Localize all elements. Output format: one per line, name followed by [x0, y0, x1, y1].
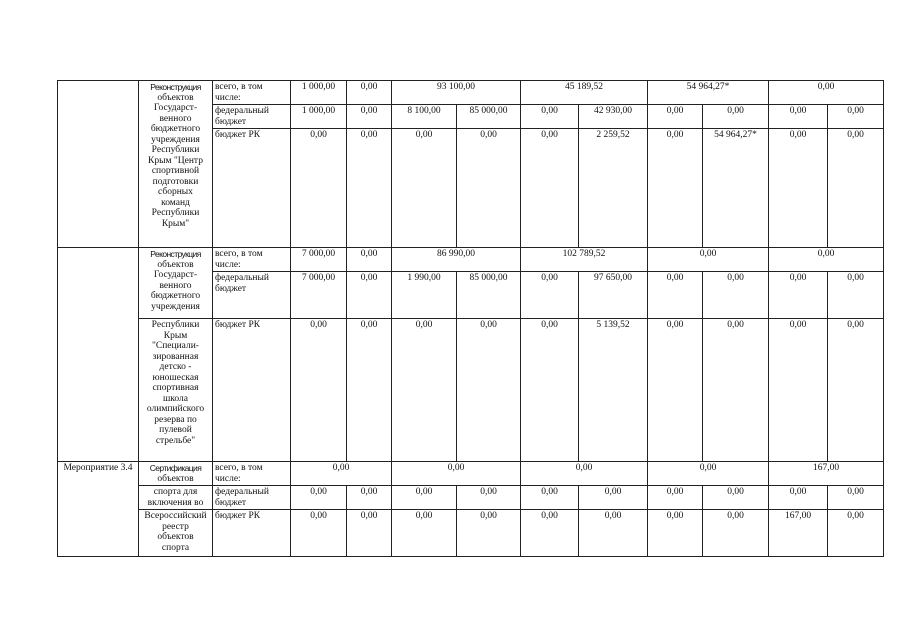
value-cell: 0,00	[769, 272, 828, 319]
object-line: школа	[162, 393, 189, 404]
value-cell: 5 139,52	[579, 319, 648, 462]
value-cell: 0,00	[521, 462, 648, 486]
value-cell: 0,00	[648, 129, 703, 248]
value-cell: 0,00	[579, 486, 648, 510]
value-cell: 0,00	[347, 129, 392, 248]
value-cell: 0,00	[828, 486, 884, 510]
object-line: Государст-	[153, 270, 198, 280]
value-cell: 0,00	[347, 272, 392, 319]
value-cell: 85 000,00	[457, 272, 521, 319]
object-head: Сертификация	[149, 463, 202, 473]
value-cell: 93 100,00	[392, 81, 521, 105]
object-line: Всероссийский	[144, 511, 207, 521]
source-regional-label: бюджет РК	[213, 129, 291, 248]
value-cell: 0,00	[457, 486, 521, 510]
value-cell: 0,00	[648, 248, 769, 272]
table-row	[58, 510, 884, 557]
value-cell: 1 000,00	[291, 81, 347, 105]
value-cell: 0,00	[648, 510, 703, 557]
value-cell: 0,00	[703, 105, 769, 129]
object-line: Государст-	[153, 103, 198, 113]
value-cell: 0,00	[648, 486, 703, 510]
source-federal-label: федеральный бюджет	[213, 486, 291, 510]
object-name-cell	[139, 486, 213, 510]
value-cell: 0,00	[828, 510, 884, 557]
value-cell: 0,00	[392, 510, 457, 557]
value-cell: 102 789,52	[521, 248, 648, 272]
value-cell: 167,00	[769, 510, 828, 557]
source-federal-label: федеральный бюджет	[213, 272, 291, 319]
object-name-cell	[139, 81, 213, 248]
value-cell: 0,00	[347, 486, 392, 510]
object-line: объектов	[157, 473, 194, 484]
value-cell: 0,00	[703, 510, 769, 557]
value-cell: 0,00	[457, 129, 521, 248]
value-cell: 0,00	[648, 319, 703, 462]
value-cell: 54 964,27*	[703, 129, 769, 248]
value-cell: 7 000,00	[291, 272, 347, 319]
object-name-cell	[139, 462, 213, 486]
object-line: зированная	[152, 351, 199, 362]
table-row	[58, 462, 884, 486]
value-cell: 0,00	[457, 510, 521, 557]
object-line: спортивной	[151, 166, 200, 176]
object-name-cell	[139, 319, 213, 462]
value-cell: 86 990,00	[392, 248, 521, 272]
value-cell: 0,00	[828, 105, 884, 129]
object-head: Реконструкция	[150, 249, 201, 259]
value-cell: 0,00	[828, 319, 884, 462]
value-cell: 0,00	[769, 81, 884, 105]
object-line: Крым "Центр	[148, 155, 203, 166]
value-cell: 0,00	[703, 272, 769, 319]
value-cell: 0,00	[769, 129, 828, 248]
table-row	[58, 319, 884, 462]
value-cell: 2 259,52	[579, 129, 648, 248]
object-line: юношеская	[152, 372, 199, 383]
value-cell: 0,00	[828, 129, 884, 248]
value-cell: 0,00	[648, 462, 769, 486]
object-line: учреждения	[151, 134, 200, 145]
value-cell: 0,00	[291, 129, 347, 248]
value-cell: 0,00	[347, 105, 392, 129]
activity-cell	[58, 81, 139, 248]
value-cell: 45 189,52	[521, 81, 648, 105]
object-line: объектов	[157, 532, 194, 542]
activity-cell	[58, 248, 139, 462]
value-cell: 42 930,00	[579, 105, 648, 129]
value-cell: 0,00	[347, 319, 392, 462]
value-cell: 0,00	[291, 510, 347, 557]
value-cell: 0,00	[769, 248, 884, 272]
object-line: венного	[159, 113, 192, 124]
value-cell: 0,00	[703, 319, 769, 462]
value-cell: 0,00	[648, 105, 703, 129]
value-cell: 0,00	[521, 486, 579, 510]
object-line: венного	[159, 280, 192, 291]
value-cell: 0,00	[579, 510, 648, 557]
object-line: резерва по	[154, 414, 197, 425]
object-line: Республики	[151, 145, 200, 155]
object-line: спорта для	[153, 487, 198, 497]
object-line: объектов	[157, 259, 194, 270]
value-cell: 0,00	[769, 486, 828, 510]
object-line: сборных	[158, 187, 193, 197]
object-line: Крым"	[161, 218, 190, 229]
budget-table	[57, 80, 884, 557]
object-line: спортивная	[152, 383, 199, 393]
activity-cell: Мероприятие 3.4	[58, 462, 139, 557]
value-cell: 0,00	[392, 462, 521, 486]
object-line: бюджетного	[150, 291, 201, 301]
object-line: бюджетного	[150, 124, 201, 134]
object-line: объектов	[157, 92, 194, 103]
object-line: реестр	[162, 521, 189, 532]
object-line: детско -	[159, 362, 192, 372]
source-federal-label: федеральный бюджет	[213, 105, 291, 129]
object-line: Крым	[163, 330, 188, 341]
value-cell: 0,00	[769, 319, 828, 462]
value-cell: 0,00	[347, 81, 392, 105]
value-cell: 0,00	[291, 319, 347, 462]
value-cell: 0,00	[521, 510, 579, 557]
value-cell: 7 000,00	[291, 248, 347, 272]
value-cell: 97 650,00	[579, 272, 648, 319]
table-row	[58, 248, 884, 272]
value-cell: 0,00	[347, 248, 392, 272]
table-row	[58, 81, 884, 105]
source-total-label: всего, в том числе:	[213, 248, 291, 272]
value-cell: 1 000,00	[291, 105, 347, 129]
value-cell: 8 100,00	[392, 105, 457, 129]
value-cell: 0,00	[521, 129, 579, 248]
value-cell: 1 990,00	[392, 272, 457, 319]
source-regional-label: бюджет РК	[213, 510, 291, 557]
object-name-cell	[139, 510, 213, 557]
object-line: учреждения	[151, 301, 200, 312]
object-name-cell	[139, 248, 213, 319]
object-line: Республики	[151, 208, 200, 218]
value-cell: 0,00	[457, 319, 521, 462]
value-cell: 0,00	[392, 129, 457, 248]
object-line: спорта	[161, 542, 190, 553]
value-cell: 0,00	[648, 272, 703, 319]
source-total-label: всего, в том числе:	[213, 81, 291, 105]
value-cell: 0,00	[521, 105, 579, 129]
object-head: Реконструкция	[150, 82, 201, 92]
value-cell: 0,00	[392, 486, 457, 510]
object-line: "Специали-	[152, 341, 199, 351]
value-cell: 0,00	[392, 319, 457, 462]
object-line: Республики	[151, 320, 200, 330]
source-regional-label: бюджет РК	[213, 319, 291, 462]
value-cell: 0,00	[521, 272, 579, 319]
object-line: пулевой	[159, 425, 192, 435]
source-total-label: всего, в том числе:	[213, 462, 291, 486]
value-cell: 0,00	[347, 510, 392, 557]
table-row	[58, 486, 884, 510]
value-cell: 0,00	[769, 105, 828, 129]
value-cell: 0,00	[828, 272, 884, 319]
value-cell: 0,00	[291, 462, 392, 486]
value-cell: 0,00	[703, 486, 769, 510]
value-cell: 167,00	[769, 462, 884, 486]
object-line: олимпийского	[146, 404, 205, 414]
object-line: подготовки	[152, 176, 199, 187]
object-line: стрельбе"	[155, 435, 196, 446]
object-line: команд	[161, 197, 190, 208]
value-cell: 85 000,00	[457, 105, 521, 129]
value-cell: 54 964,27*	[648, 81, 769, 105]
value-cell: 0,00	[521, 319, 579, 462]
object-line: включения во	[147, 497, 204, 508]
value-cell: 0,00	[291, 486, 347, 510]
